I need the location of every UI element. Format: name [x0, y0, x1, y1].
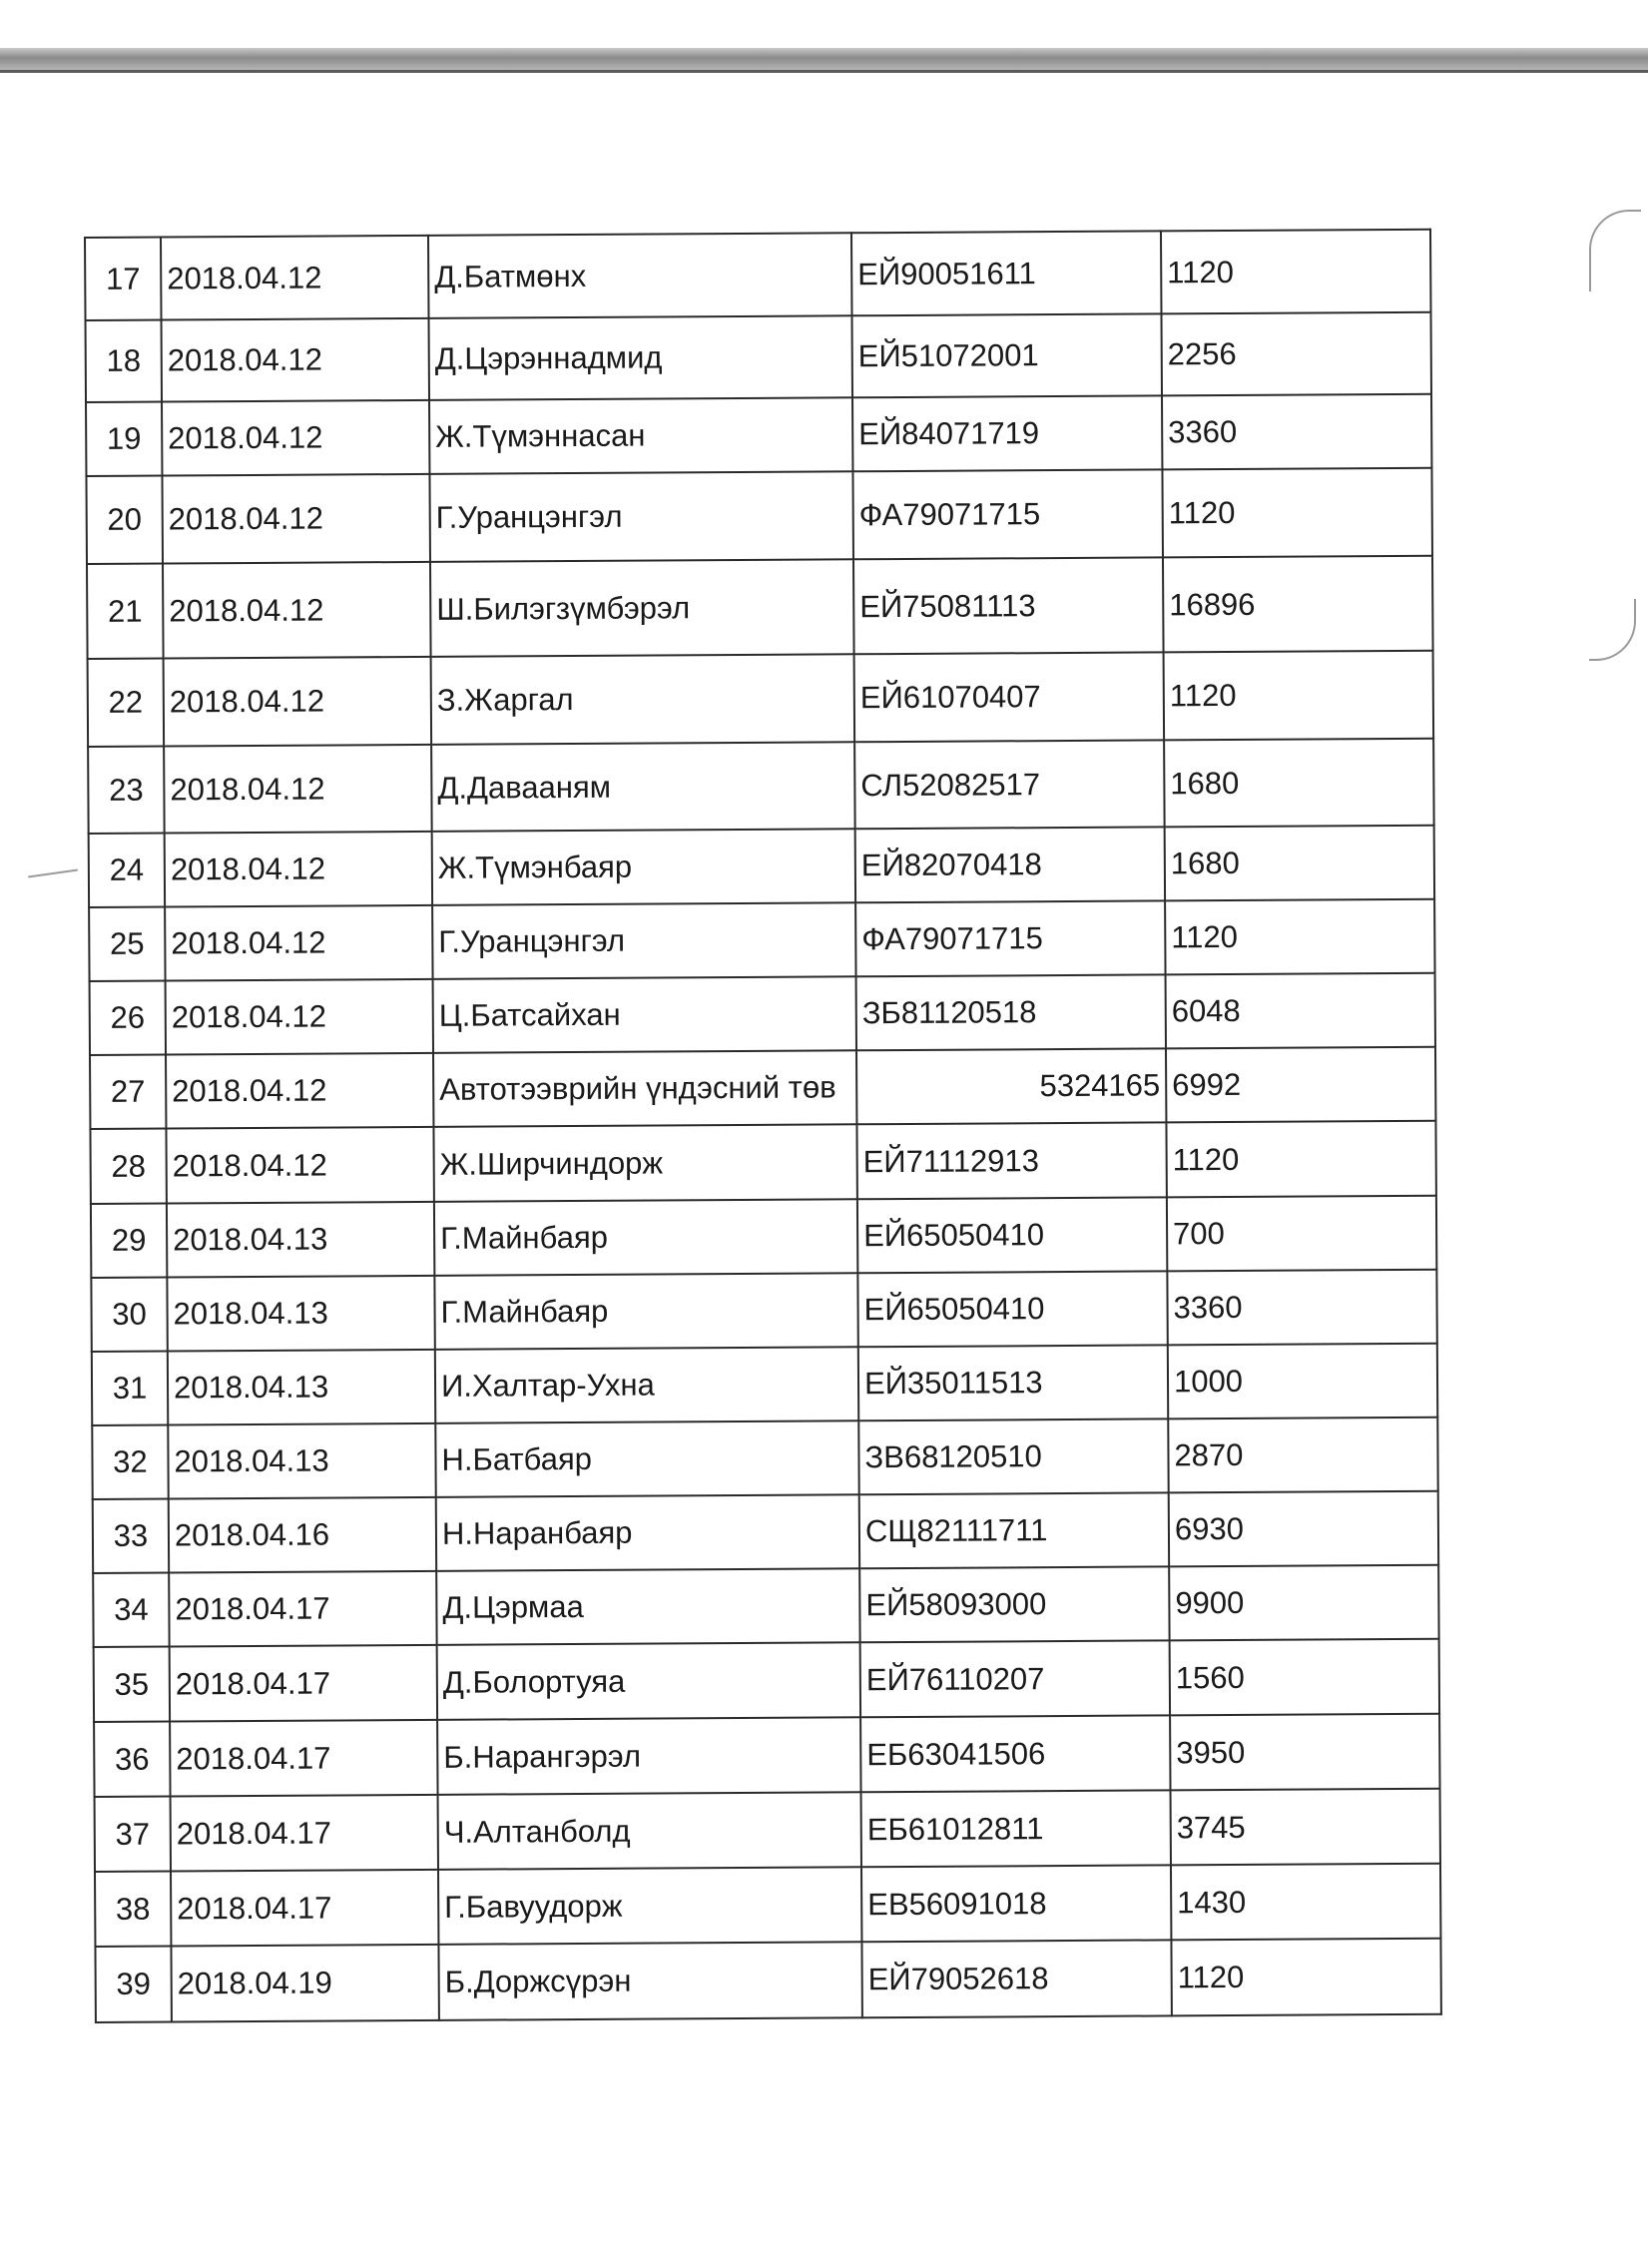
date-cell: 2018.04.17	[171, 1795, 438, 1872]
amount-cell: 6992	[1166, 1047, 1435, 1123]
name-cell: Д.Давааням	[431, 742, 855, 832]
table-row	[90, 973, 1435, 1055]
date-cell: 2018.04.13	[168, 1423, 435, 1499]
margin-mark-left	[28, 869, 78, 878]
table-row	[93, 1565, 1438, 1647]
table-row	[88, 651, 1434, 747]
table-row	[85, 230, 1430, 320]
date-cell: 2018.04.13	[168, 1350, 435, 1425]
row-number: 28	[90, 1129, 166, 1204]
table-row	[91, 1270, 1436, 1352]
table-row	[95, 1939, 1440, 2022]
name-cell: Д.Цэрмаа	[436, 1568, 859, 1645]
name-cell: Ж.Ширчиндорж	[433, 1124, 856, 1202]
table-row	[89, 899, 1434, 981]
row-number: 35	[94, 1647, 170, 1722]
margin-mark-right	[1589, 599, 1636, 661]
date-cell: 2018.04.12	[162, 318, 429, 402]
row-number: 24	[89, 834, 165, 907]
id-cell: ЕЙ76110207	[860, 1640, 1170, 1717]
id-cell: ЗВ68120510	[858, 1418, 1168, 1494]
amount-cell: 2256	[1161, 312, 1430, 396]
date-cell: 2018.04.12	[165, 905, 432, 981]
name-cell: Г.Уранцэнгэл	[429, 471, 853, 562]
margin-mark-top-right	[1589, 210, 1641, 291]
id-cell: ФА79071715	[855, 900, 1165, 976]
date-cell: 2018.04.13	[167, 1276, 434, 1352]
name-cell: Г.Бавуудорж	[438, 1867, 861, 1945]
id-cell: 5324165	[856, 1048, 1166, 1124]
date-cell: 2018.04.19	[171, 1945, 438, 2022]
table-row	[95, 1864, 1440, 1947]
name-cell: Д.Батмөнх	[428, 233, 851, 318]
amount-cell: 1000	[1168, 1344, 1437, 1419]
amount-cell: 6930	[1169, 1491, 1438, 1567]
name-cell: Ш.Билэгзүмбэрэл	[430, 559, 854, 657]
row-number: 29	[91, 1204, 167, 1278]
id-cell: ЕЙ90051611	[851, 231, 1162, 315]
amount-cell: 1120	[1165, 899, 1434, 975]
table-row	[90, 1121, 1435, 1204]
name-cell: Ч.Алтанболд	[438, 1792, 861, 1870]
row-number: 26	[90, 981, 166, 1055]
id-cell: ФА79071715	[852, 469, 1163, 559]
row-number: 39	[95, 1946, 171, 2021]
amount-cell: 1680	[1165, 826, 1434, 901]
amount-cell: 1120	[1164, 651, 1434, 741]
id-cell: ЕЙ75081113	[853, 557, 1164, 654]
row-number: 19	[86, 402, 162, 476]
amount-cell: 1120	[1166, 1121, 1435, 1198]
date-cell: 2018.04.12	[166, 1127, 433, 1204]
name-cell: Н.Батбаяр	[435, 1420, 858, 1497]
name-cell: Г.Уранцэнгэл	[432, 902, 855, 979]
name-cell: Автотээврийн үндэсний төв	[433, 1050, 856, 1127]
table-row	[94, 1639, 1439, 1722]
amount-cell: 9900	[1169, 1565, 1438, 1641]
table-row	[91, 1196, 1436, 1278]
name-cell: Б.Доржсүрэн	[438, 1942, 861, 2020]
row-number: 37	[95, 1797, 171, 1872]
table-row	[86, 468, 1432, 564]
amount-cell: 1120	[1162, 468, 1432, 558]
table-row	[92, 1418, 1437, 1499]
row-number: 31	[92, 1352, 168, 1425]
date-cell: 2018.04.17	[171, 1870, 438, 1947]
date-cell: 2018.04.13	[167, 1202, 434, 1278]
id-cell: ЕЙ84071719	[852, 395, 1162, 471]
id-cell: ЕЙ82070418	[855, 827, 1165, 902]
row-number: 21	[87, 564, 164, 659]
row-number: 23	[88, 747, 165, 834]
name-cell: Д.Болортуяа	[437, 1642, 860, 1720]
table-row	[87, 556, 1433, 659]
table-row	[93, 1491, 1438, 1573]
id-cell: ЗБ81120518	[856, 974, 1166, 1050]
amount-cell: 1560	[1170, 1639, 1439, 1716]
row-number: 25	[89, 907, 165, 981]
row-number: 34	[93, 1573, 169, 1647]
name-cell: Н.Наранбаяр	[436, 1494, 859, 1571]
id-cell: ЕБ61012811	[861, 1790, 1171, 1867]
name-cell: Ц.Батсайхан	[433, 976, 856, 1053]
row-number: 22	[88, 659, 165, 747]
name-cell: Б.Нарангэрэл	[437, 1717, 860, 1795]
date-cell: 2018.04.12	[166, 979, 433, 1055]
date-cell: 2018.04.12	[163, 562, 431, 659]
row-number: 20	[86, 476, 163, 564]
amount-cell: 6048	[1166, 973, 1435, 1049]
date-cell: 2018.04.12	[165, 832, 432, 907]
table-row	[86, 394, 1431, 476]
date-cell: 2018.04.16	[169, 1497, 436, 1573]
id-cell: ЕЙ79052618	[861, 1940, 1171, 2017]
name-cell: З.Жаргал	[431, 654, 855, 745]
id-cell: СЛ52082517	[854, 740, 1165, 829]
table-row	[88, 739, 1434, 834]
row-number: 18	[86, 320, 162, 402]
date-cell: 2018.04.17	[170, 1720, 437, 1797]
row-number: 30	[91, 1278, 167, 1352]
table-row	[95, 1789, 1440, 1872]
amount-cell: 1120	[1161, 230, 1431, 314]
amount-cell: 3950	[1170, 1714, 1439, 1791]
amount-cell: 3360	[1162, 394, 1431, 470]
id-cell: ЕЙ65050410	[857, 1197, 1167, 1273]
row-number: 32	[92, 1425, 168, 1499]
amount-cell: 2870	[1168, 1418, 1437, 1493]
date-cell: 2018.04.17	[169, 1571, 436, 1647]
id-cell: ЕЙ35011513	[858, 1345, 1168, 1420]
name-cell: Г.Майнбаяр	[434, 1199, 857, 1276]
date-cell: 2018.04.17	[170, 1645, 437, 1722]
table-row	[90, 1047, 1435, 1129]
row-number: 27	[90, 1055, 166, 1129]
date-cell: 2018.04.12	[162, 474, 430, 564]
id-cell: ЕЙ58093000	[859, 1566, 1169, 1642]
amount-cell: 16896	[1163, 556, 1433, 653]
id-cell: ЕЙ61070407	[854, 652, 1165, 742]
date-cell: 2018.04.12	[164, 657, 432, 747]
id-cell: ЕЙ65050410	[857, 1271, 1167, 1347]
date-cell: 2018.04.12	[166, 1053, 433, 1129]
row-number: 33	[93, 1499, 169, 1573]
amount-cell: 3745	[1171, 1789, 1440, 1866]
name-cell: Ж.Түмэннасан	[429, 397, 852, 474]
id-cell: ЕБ63041506	[860, 1715, 1170, 1792]
date-cell: 2018.04.12	[162, 400, 429, 476]
date-cell: 2018.04.12	[161, 236, 429, 320]
name-cell: Ж.Түмэнбаяр	[432, 829, 855, 905]
amount-cell: 1430	[1171, 1864, 1440, 1941]
id-cell: ЕЙ71112913	[856, 1122, 1166, 1199]
row-number: 36	[94, 1722, 170, 1797]
table-row	[94, 1714, 1439, 1797]
row-number: 38	[95, 1871, 171, 1946]
amount-cell: 700	[1167, 1196, 1436, 1272]
amount-cell: 1120	[1171, 1939, 1440, 2016]
table-row	[86, 312, 1431, 402]
name-cell: Д.Цэрэннадмид	[429, 315, 852, 400]
row-number: 17	[85, 238, 162, 320]
scanner-edge	[0, 48, 1648, 70]
date-cell: 2018.04.12	[164, 745, 432, 834]
name-cell: Г.Майнбаяр	[434, 1273, 857, 1350]
records-table	[84, 229, 1442, 2023]
id-cell: ЕЙ51072001	[851, 313, 1161, 397]
amount-cell: 1680	[1164, 739, 1434, 828]
id-cell: СЩ82111711	[859, 1492, 1169, 1568]
amount-cell: 3360	[1167, 1270, 1436, 1346]
id-cell: ЕВ56091018	[861, 1865, 1171, 1942]
table-row	[89, 826, 1434, 907]
name-cell: И.Халтар-Ухна	[435, 1347, 858, 1423]
table-row	[92, 1344, 1437, 1425]
